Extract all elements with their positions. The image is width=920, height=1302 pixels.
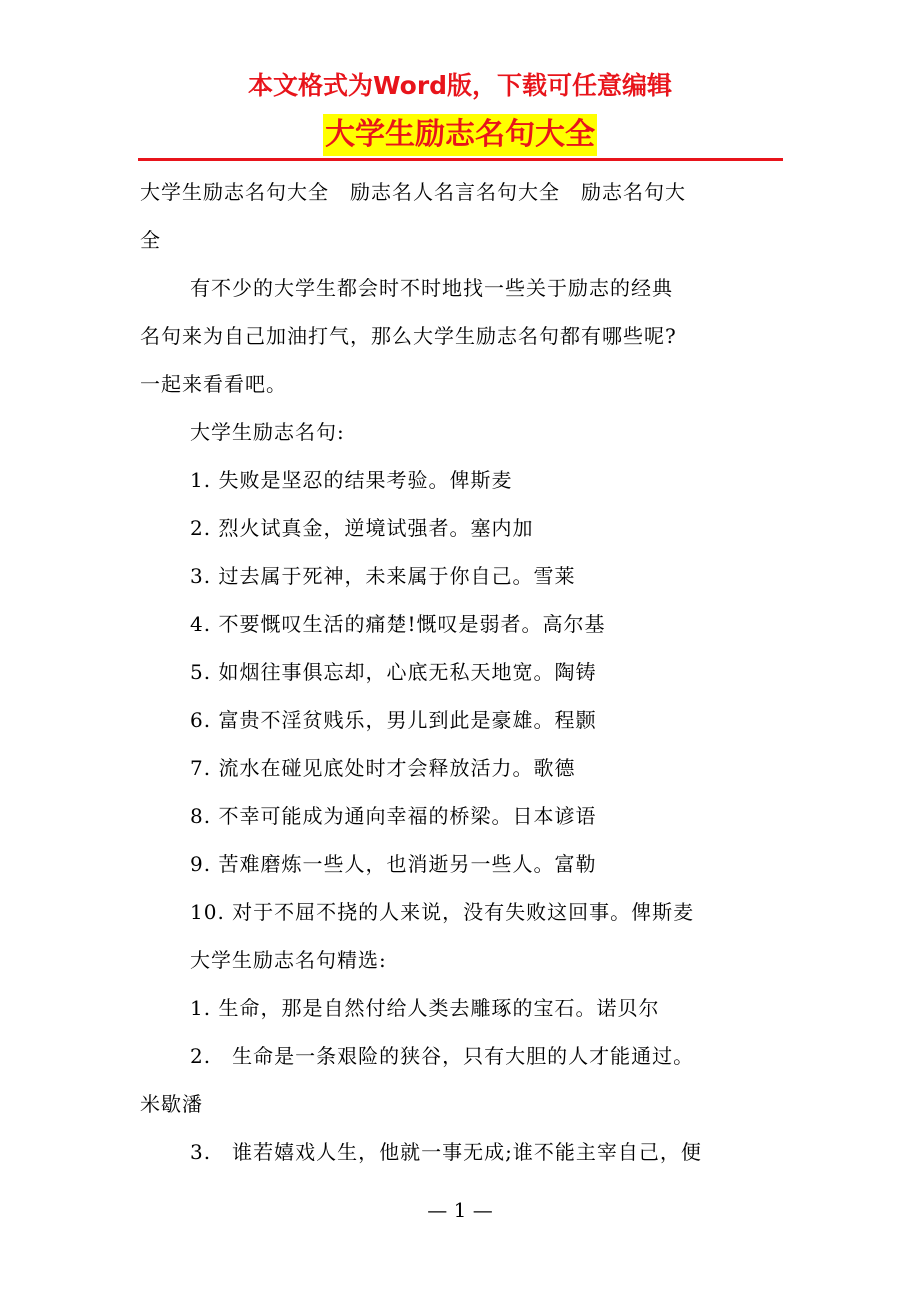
intro-paragraph-line: 一起来看看吧。 xyxy=(140,372,287,396)
download-notice-banner: 本文格式为Word版，下载可任意编辑 xyxy=(247,71,673,100)
quote-item: 9. 苦难磨炼一些人，也消逝另一些人。富勒 xyxy=(190,852,597,876)
quote-item: 1. 生命，那是自然付给人类去雕琢的宝石。诺贝尔 xyxy=(190,996,660,1020)
intro-paragraph-line: 有不少的大学生都会时不时地找一些关于励志的经典 xyxy=(190,276,673,300)
quote-item: 3. 谁若嬉戏人生，他就一事无成;谁不能主宰自己，便 xyxy=(190,1140,702,1164)
document-title: 大学生励志名句大全 xyxy=(323,114,597,156)
page-number: — 1 — xyxy=(427,1198,493,1222)
quote-item: 6. 富贵不淫贫贱乐，男儿到此是豪雄。程颢 xyxy=(190,708,597,732)
quote-item: 4. 不要慨叹生活的痛楚!慨叹是弱者。高尔基 xyxy=(190,612,606,636)
quote-item-continuation: 米歇潘 xyxy=(140,1092,203,1116)
quote-item: 3. 过去属于死神，未来属于你自己。雪莱 xyxy=(190,564,576,588)
quote-item: 8. 不幸可能成为通向幸福的桥梁。日本谚语 xyxy=(190,804,597,828)
document-body xyxy=(140,168,785,1176)
title-divider xyxy=(138,158,783,161)
quote-item: 5. 如烟往事俱忘却，心底无私天地宽。陶铸 xyxy=(190,660,597,684)
quote-item: 2. 烈火试真金，逆境试强者。塞内加 xyxy=(190,516,534,540)
keywords-line: 全 xyxy=(140,228,161,252)
quote-item: 2. 生命是一条艰险的狭谷，只有大胆的人才能通过。 xyxy=(190,1044,695,1068)
section-heading: 大学生励志名句: xyxy=(190,420,345,444)
title-container xyxy=(0,114,920,156)
quote-item: 1. 失败是坚忍的结果考验。俾斯麦 xyxy=(190,468,513,492)
intro-paragraph-line: 名句来为自己加油打气，那么大学生励志名句都有哪些呢? xyxy=(140,324,677,348)
quote-item: 10. 对于不屈不挠的人来说，没有失败这回事。俾斯麦 xyxy=(190,900,695,924)
section-heading: 大学生励志名句精选: xyxy=(190,948,387,972)
keywords-line: 大学生励志名句大全 励志名人名言名句大全 励志名句大 xyxy=(140,180,686,204)
quote-item: 7. 流水在碰见底处时才会释放活力。歌德 xyxy=(190,756,576,780)
